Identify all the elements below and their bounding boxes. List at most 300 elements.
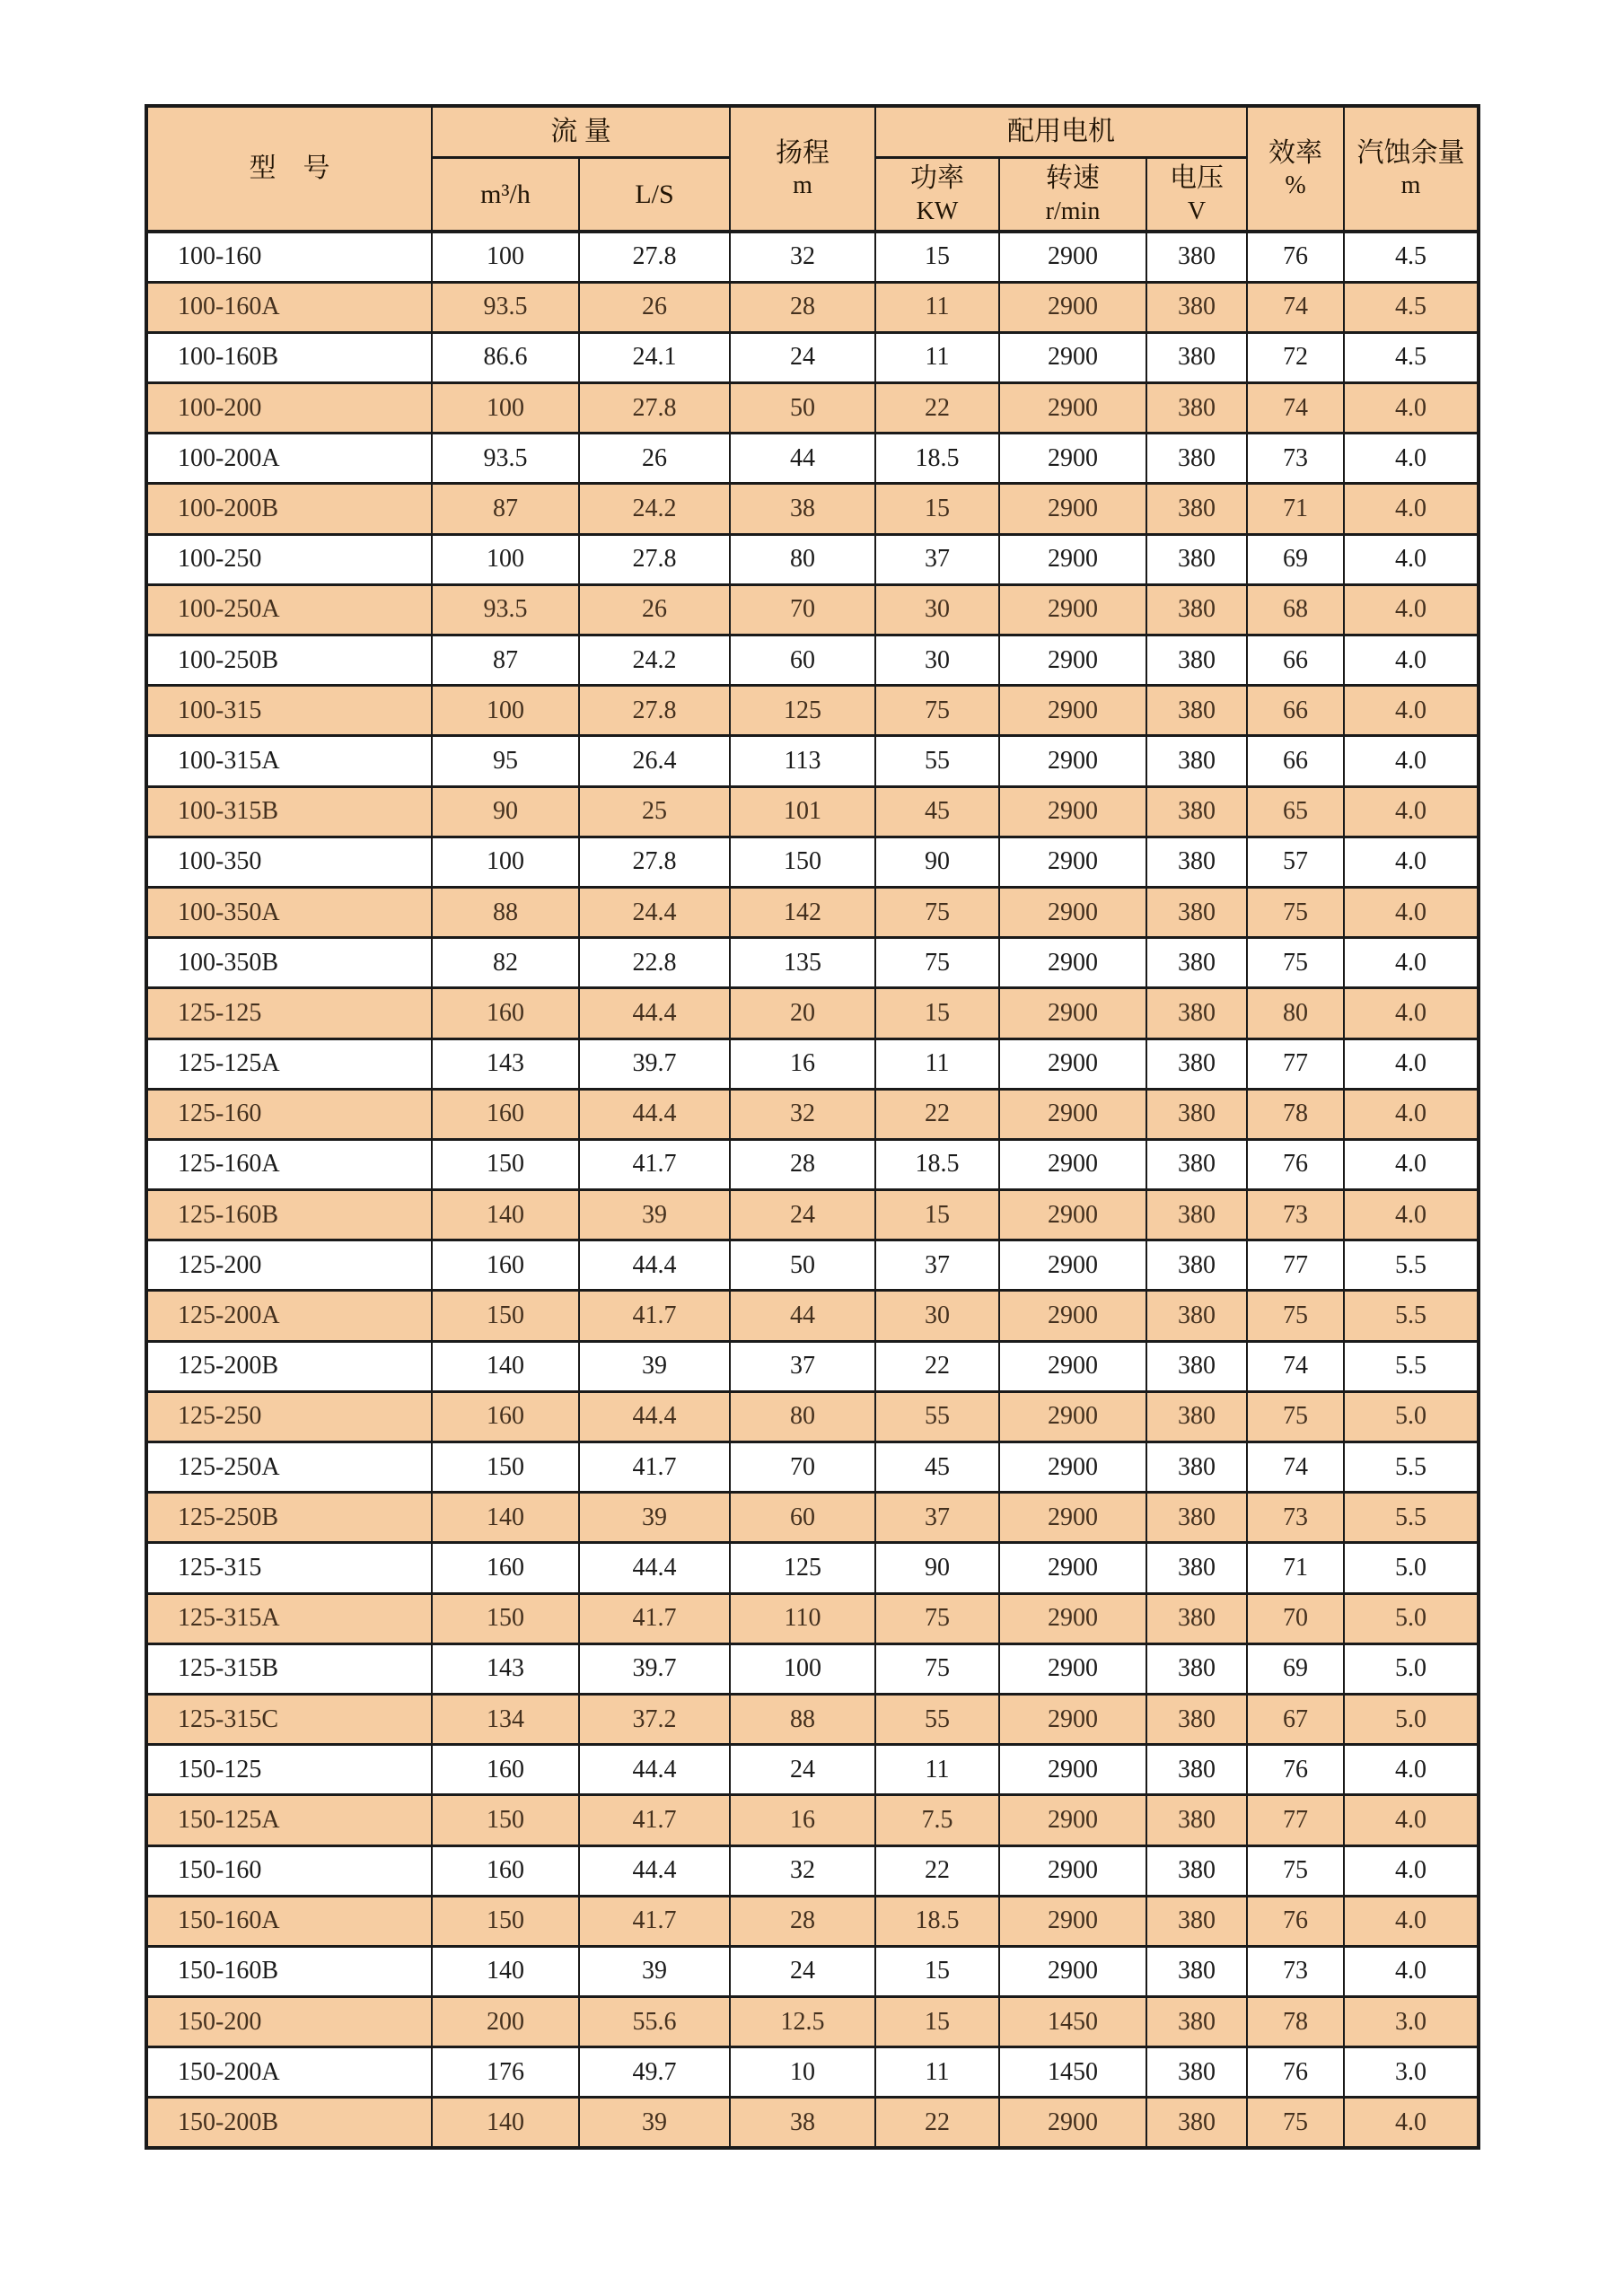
value-cell: 100 xyxy=(432,232,579,282)
value-cell: 44.4 xyxy=(579,1089,730,1139)
value-cell: 5.0 xyxy=(1344,1391,1479,1442)
value-cell: 87 xyxy=(432,484,579,534)
value-cell: 140 xyxy=(432,1493,579,1543)
value-cell: 380 xyxy=(1146,938,1247,988)
value-cell: 69 xyxy=(1247,1643,1344,1694)
table-row xyxy=(146,1997,1479,2047)
value-cell: 11 xyxy=(875,332,999,382)
value-cell: 2900 xyxy=(999,887,1146,937)
value-cell: 380 xyxy=(1146,1593,1247,1643)
value-cell: 2900 xyxy=(999,584,1146,635)
value-cell: 75 xyxy=(875,938,999,988)
table-row xyxy=(146,1845,1479,1896)
value-cell: 39.7 xyxy=(579,1038,730,1089)
table-row xyxy=(146,534,1479,584)
value-cell: 28 xyxy=(730,1896,875,1946)
col-header-npsh-unit: m xyxy=(1400,171,1421,200)
table-row xyxy=(146,887,1479,937)
model-cell: 125-250 xyxy=(146,1391,432,1442)
value-cell: 39 xyxy=(579,2098,730,2148)
table-row xyxy=(146,282,1479,332)
table-row xyxy=(146,584,1479,635)
value-cell: 135 xyxy=(730,938,875,988)
model-cell: 100-315 xyxy=(146,686,432,736)
model-cell: 125-160B xyxy=(146,1190,432,1240)
value-cell: 27.8 xyxy=(579,837,730,887)
value-cell: 67 xyxy=(1247,1694,1344,1744)
model-cell: 125-315C xyxy=(146,1694,432,1744)
value-cell: 100 xyxy=(432,686,579,736)
value-cell: 110 xyxy=(730,1593,875,1643)
value-cell: 150 xyxy=(432,1442,579,1493)
value-cell: 380 xyxy=(1146,1745,1247,1795)
value-cell: 143 xyxy=(432,1643,579,1694)
value-cell: 2900 xyxy=(999,484,1146,534)
model-cell: 125-125 xyxy=(146,988,432,1038)
value-cell: 95 xyxy=(432,736,579,786)
value-cell: 18.5 xyxy=(875,1139,999,1189)
value-cell: 22 xyxy=(875,383,999,434)
value-cell: 11 xyxy=(875,1745,999,1795)
value-cell: 41.7 xyxy=(579,1593,730,1643)
value-cell: 41.7 xyxy=(579,1291,730,1341)
value-cell: 2900 xyxy=(999,282,1146,332)
value-cell: 3.0 xyxy=(1344,1997,1479,2047)
table-row xyxy=(146,635,1479,686)
value-cell: 55.6 xyxy=(579,1997,730,2047)
col-header-efficiency-label: 效率 xyxy=(1268,137,1323,168)
value-cell: 4.0 xyxy=(1344,1946,1479,1996)
col-header-head xyxy=(730,106,875,232)
model-cell: 150-200B xyxy=(146,2098,432,2148)
value-cell: 140 xyxy=(432,1946,579,1996)
table-row xyxy=(146,1341,1479,1391)
col-header-speed xyxy=(999,157,1146,232)
col-header-flow-ls: L/S xyxy=(579,157,730,232)
value-cell: 125 xyxy=(730,1543,875,1593)
model-cell: 150-160 xyxy=(146,1845,432,1896)
table-row xyxy=(146,1391,1479,1442)
value-cell: 50 xyxy=(730,1240,875,1291)
value-cell: 22 xyxy=(875,1845,999,1896)
value-cell: 125 xyxy=(730,686,875,736)
table-row xyxy=(146,383,1479,434)
value-cell: 2900 xyxy=(999,2098,1146,2148)
value-cell: 2900 xyxy=(999,1643,1146,1694)
value-cell: 2900 xyxy=(999,786,1146,837)
value-cell: 7.5 xyxy=(875,1795,999,1845)
value-cell: 2900 xyxy=(999,383,1146,434)
value-cell: 5.5 xyxy=(1344,1442,1479,1493)
value-cell: 69 xyxy=(1247,534,1344,584)
value-cell: 66 xyxy=(1247,635,1344,686)
value-cell: 24 xyxy=(730,332,875,382)
value-cell: 44.4 xyxy=(579,1845,730,1896)
value-cell: 1450 xyxy=(999,1997,1146,2047)
value-cell: 57 xyxy=(1247,837,1344,887)
value-cell: 3.0 xyxy=(1344,2047,1479,2098)
value-cell: 70 xyxy=(1247,1593,1344,1643)
value-cell: 26 xyxy=(579,282,730,332)
table-row xyxy=(146,332,1479,382)
table-row xyxy=(146,1139,1479,1189)
col-header-npsh xyxy=(1344,106,1479,232)
value-cell: 22 xyxy=(875,2098,999,2148)
value-cell: 4.0 xyxy=(1344,2098,1479,2148)
table-row xyxy=(146,1643,1479,1694)
value-cell: 100 xyxy=(730,1643,875,1694)
col-header-model: 型 号 xyxy=(146,106,432,232)
value-cell: 27.8 xyxy=(579,383,730,434)
value-cell: 88 xyxy=(432,887,579,937)
value-cell: 74 xyxy=(1247,383,1344,434)
model-cell: 125-200B xyxy=(146,1341,432,1391)
value-cell: 30 xyxy=(875,584,999,635)
model-cell: 150-125 xyxy=(146,1745,432,1795)
value-cell: 4.0 xyxy=(1344,736,1479,786)
model-cell: 100-350B xyxy=(146,938,432,988)
value-cell: 380 xyxy=(1146,1694,1247,1744)
value-cell: 75 xyxy=(875,1593,999,1643)
value-cell: 10 xyxy=(730,2047,875,2098)
table-row xyxy=(146,1946,1479,1996)
value-cell: 37.2 xyxy=(579,1694,730,1744)
value-cell: 22 xyxy=(875,1089,999,1139)
model-cell: 125-160 xyxy=(146,1089,432,1139)
table-row xyxy=(146,1493,1479,1543)
value-cell: 66 xyxy=(1247,686,1344,736)
value-cell: 44.4 xyxy=(579,1240,730,1291)
model-cell: 150-160B xyxy=(146,1946,432,1996)
model-cell: 100-160 xyxy=(146,232,432,282)
value-cell: 32 xyxy=(730,1845,875,1896)
value-cell: 65 xyxy=(1247,786,1344,837)
value-cell: 68 xyxy=(1247,584,1344,635)
value-cell: 380 xyxy=(1146,1089,1247,1139)
value-cell: 2900 xyxy=(999,1795,1146,1845)
col-header-voltage xyxy=(1146,157,1247,232)
col-header-flow: 流 量 xyxy=(432,106,730,157)
value-cell: 26 xyxy=(579,434,730,484)
value-cell: 150 xyxy=(432,1593,579,1643)
value-cell: 30 xyxy=(875,635,999,686)
value-cell: 150 xyxy=(432,1795,579,1845)
value-cell: 37 xyxy=(875,534,999,584)
value-cell: 140 xyxy=(432,1190,579,1240)
value-cell: 380 xyxy=(1146,1391,1247,1442)
value-cell: 44.4 xyxy=(579,1745,730,1795)
col-header-power-unit: KW xyxy=(916,197,959,225)
value-cell: 45 xyxy=(875,786,999,837)
value-cell: 38 xyxy=(730,2098,875,2148)
model-cell: 100-200B xyxy=(146,484,432,534)
value-cell: 77 xyxy=(1247,1240,1344,1291)
value-cell: 4.0 xyxy=(1344,1190,1479,1240)
value-cell: 4.0 xyxy=(1344,383,1479,434)
value-cell: 5.5 xyxy=(1344,1291,1479,1341)
table-row xyxy=(146,1442,1479,1493)
value-cell: 2900 xyxy=(999,736,1146,786)
table-row xyxy=(146,1291,1479,1341)
value-cell: 2900 xyxy=(999,332,1146,382)
value-cell: 76 xyxy=(1247,2047,1344,2098)
value-cell: 37 xyxy=(730,1341,875,1391)
value-cell: 44.4 xyxy=(579,988,730,1038)
model-cell: 150-200 xyxy=(146,1997,432,2047)
value-cell: 32 xyxy=(730,1089,875,1139)
value-cell: 75 xyxy=(875,686,999,736)
table-row xyxy=(146,2098,1479,2148)
value-cell: 134 xyxy=(432,1694,579,1744)
value-cell: 87 xyxy=(432,635,579,686)
value-cell: 380 xyxy=(1146,1291,1247,1341)
value-cell: 41.7 xyxy=(579,1139,730,1189)
model-cell: 125-315 xyxy=(146,1543,432,1593)
value-cell: 24 xyxy=(730,1946,875,1996)
table-row xyxy=(146,736,1479,786)
value-cell: 380 xyxy=(1146,2047,1247,2098)
value-cell: 380 xyxy=(1146,837,1247,887)
value-cell: 2900 xyxy=(999,837,1146,887)
value-cell: 200 xyxy=(432,1997,579,2047)
value-cell: 2900 xyxy=(999,635,1146,686)
value-cell: 73 xyxy=(1247,434,1344,484)
value-cell: 2900 xyxy=(999,1391,1146,1442)
value-cell: 5.5 xyxy=(1344,1341,1479,1391)
value-cell: 2900 xyxy=(999,1089,1146,1139)
table-header xyxy=(146,106,1479,232)
value-cell: 55 xyxy=(875,736,999,786)
value-cell: 75 xyxy=(1247,1291,1344,1341)
value-cell: 160 xyxy=(432,1543,579,1593)
value-cell: 76 xyxy=(1247,1745,1344,1795)
value-cell: 2900 xyxy=(999,1442,1146,1493)
model-cell: 125-315A xyxy=(146,1593,432,1643)
value-cell: 32 xyxy=(730,232,875,282)
value-cell: 55 xyxy=(875,1391,999,1442)
col-header-voltage-unit: V xyxy=(1187,197,1207,225)
value-cell: 73 xyxy=(1247,1946,1344,1996)
col-header-voltage-label: 电压 xyxy=(1170,163,1225,193)
value-cell: 2900 xyxy=(999,434,1146,484)
value-cell: 176 xyxy=(432,2047,579,2098)
value-cell: 75 xyxy=(1247,2098,1344,2148)
model-cell: 100-350 xyxy=(146,837,432,887)
value-cell: 76 xyxy=(1247,1139,1344,1189)
value-cell: 22 xyxy=(875,1341,999,1391)
model-cell: 100-315A xyxy=(146,736,432,786)
value-cell: 25 xyxy=(579,786,730,837)
col-header-head-label: 扬程 xyxy=(776,137,830,168)
table-row xyxy=(146,1896,1479,1946)
value-cell: 380 xyxy=(1146,635,1247,686)
value-cell: 150 xyxy=(432,1139,579,1189)
value-cell: 4.5 xyxy=(1344,332,1479,382)
value-cell: 15 xyxy=(875,1946,999,1996)
value-cell: 71 xyxy=(1247,484,1344,534)
value-cell: 74 xyxy=(1247,282,1344,332)
value-cell: 150 xyxy=(432,1291,579,1341)
table-row xyxy=(146,837,1479,887)
value-cell: 16 xyxy=(730,1795,875,1845)
value-cell: 60 xyxy=(730,635,875,686)
value-cell: 37 xyxy=(875,1493,999,1543)
value-cell: 4.0 xyxy=(1344,1038,1479,1089)
value-cell: 22.8 xyxy=(579,938,730,988)
value-cell: 41.7 xyxy=(579,1896,730,1946)
value-cell: 100 xyxy=(432,383,579,434)
value-cell: 150 xyxy=(730,837,875,887)
value-cell: 20 xyxy=(730,988,875,1038)
col-header-efficiency xyxy=(1247,106,1344,232)
value-cell: 2900 xyxy=(999,1341,1146,1391)
value-cell: 2900 xyxy=(999,1745,1146,1795)
value-cell: 2900 xyxy=(999,1896,1146,1946)
value-cell: 4.0 xyxy=(1344,1845,1479,1896)
value-cell: 380 xyxy=(1146,1795,1247,1845)
value-cell: 380 xyxy=(1146,1038,1247,1089)
value-cell: 15 xyxy=(875,988,999,1038)
value-cell: 2900 xyxy=(999,1593,1146,1643)
value-cell: 78 xyxy=(1247,1089,1344,1139)
col-header-head-unit: m xyxy=(793,171,812,200)
model-cell: 150-200A xyxy=(146,2047,432,2098)
value-cell: 15 xyxy=(875,232,999,282)
value-cell: 77 xyxy=(1247,1795,1344,1845)
model-cell: 150-160A xyxy=(146,1896,432,1946)
model-cell: 125-315B xyxy=(146,1643,432,1694)
value-cell: 380 xyxy=(1146,534,1247,584)
value-cell: 24.1 xyxy=(579,332,730,382)
table-row xyxy=(146,1543,1479,1593)
value-cell: 80 xyxy=(1247,988,1344,1038)
value-cell: 380 xyxy=(1146,1442,1247,1493)
value-cell: 380 xyxy=(1146,584,1247,635)
model-cell: 100-200A xyxy=(146,434,432,484)
value-cell: 150 xyxy=(432,1896,579,1946)
value-cell: 80 xyxy=(730,1391,875,1442)
table-row xyxy=(146,1190,1479,1240)
value-cell: 143 xyxy=(432,1038,579,1089)
value-cell: 4.0 xyxy=(1344,988,1479,1038)
value-cell: 2900 xyxy=(999,1543,1146,1593)
table-row xyxy=(146,938,1479,988)
value-cell: 4.0 xyxy=(1344,1139,1479,1189)
model-cell: 100-250B xyxy=(146,635,432,686)
value-cell: 380 xyxy=(1146,332,1247,382)
table-row xyxy=(146,1240,1479,1291)
table-row xyxy=(146,2047,1479,2098)
header-row-top xyxy=(146,106,1479,157)
value-cell: 100 xyxy=(432,534,579,584)
value-cell: 38 xyxy=(730,484,875,534)
table-row xyxy=(146,786,1479,837)
value-cell: 4.0 xyxy=(1344,635,1479,686)
value-cell: 44.4 xyxy=(579,1391,730,1442)
value-cell: 27.8 xyxy=(579,232,730,282)
model-cell: 125-200A xyxy=(146,1291,432,1341)
value-cell: 15 xyxy=(875,1190,999,1240)
value-cell: 2900 xyxy=(999,1845,1146,1896)
value-cell: 380 xyxy=(1146,434,1247,484)
table-row xyxy=(146,1745,1479,1795)
value-cell: 380 xyxy=(1146,1139,1247,1189)
value-cell: 41.7 xyxy=(579,1442,730,1493)
value-cell: 160 xyxy=(432,1391,579,1442)
value-cell: 380 xyxy=(1146,1543,1247,1593)
value-cell: 5.0 xyxy=(1344,1593,1479,1643)
value-cell: 2900 xyxy=(999,1038,1146,1089)
value-cell: 4.5 xyxy=(1344,282,1479,332)
value-cell: 30 xyxy=(875,1291,999,1341)
table-row xyxy=(146,988,1479,1038)
value-cell: 39.7 xyxy=(579,1643,730,1694)
model-cell: 100-160B xyxy=(146,332,432,382)
value-cell: 39 xyxy=(579,1341,730,1391)
value-cell: 5.0 xyxy=(1344,1643,1479,1694)
value-cell: 75 xyxy=(1247,1391,1344,1442)
table-row xyxy=(146,484,1479,534)
value-cell: 380 xyxy=(1146,1341,1247,1391)
value-cell: 77 xyxy=(1247,1038,1344,1089)
value-cell: 26 xyxy=(579,584,730,635)
model-cell: 100-160A xyxy=(146,282,432,332)
value-cell: 100 xyxy=(432,837,579,887)
value-cell: 76 xyxy=(1247,1896,1344,1946)
value-cell: 39 xyxy=(579,1946,730,1996)
value-cell: 4.0 xyxy=(1344,887,1479,937)
value-cell: 4.0 xyxy=(1344,1795,1479,1845)
value-cell: 49.7 xyxy=(579,2047,730,2098)
table-row xyxy=(146,1694,1479,1744)
col-header-motor: 配用电机 xyxy=(875,106,1247,157)
value-cell: 24 xyxy=(730,1745,875,1795)
value-cell: 18.5 xyxy=(875,434,999,484)
value-cell: 90 xyxy=(875,1543,999,1593)
value-cell: 4.5 xyxy=(1344,232,1479,282)
value-cell: 18.5 xyxy=(875,1896,999,1946)
value-cell: 72 xyxy=(1247,332,1344,382)
value-cell: 2900 xyxy=(999,1190,1146,1240)
value-cell: 380 xyxy=(1146,1997,1247,2047)
value-cell: 380 xyxy=(1146,1896,1247,1946)
pump-spec-table xyxy=(145,104,1480,2150)
value-cell: 28 xyxy=(730,282,875,332)
table-row xyxy=(146,1038,1479,1089)
value-cell: 2900 xyxy=(999,1240,1146,1291)
value-cell: 380 xyxy=(1146,484,1247,534)
value-cell: 12.5 xyxy=(730,1997,875,2047)
value-cell: 113 xyxy=(730,736,875,786)
model-cell: 125-160A xyxy=(146,1139,432,1189)
value-cell: 24.2 xyxy=(579,635,730,686)
value-cell: 101 xyxy=(730,786,875,837)
value-cell: 70 xyxy=(730,1442,875,1493)
value-cell: 15 xyxy=(875,484,999,534)
value-cell: 380 xyxy=(1146,1845,1247,1896)
value-cell: 2900 xyxy=(999,1139,1146,1189)
model-cell: 100-315B xyxy=(146,786,432,837)
value-cell: 380 xyxy=(1146,1493,1247,1543)
value-cell: 75 xyxy=(1247,1845,1344,1896)
value-cell: 380 xyxy=(1146,887,1247,937)
value-cell: 380 xyxy=(1146,1190,1247,1240)
value-cell: 5.5 xyxy=(1344,1240,1479,1291)
value-cell: 66 xyxy=(1247,736,1344,786)
table-row xyxy=(146,1089,1479,1139)
value-cell: 2900 xyxy=(999,938,1146,988)
value-cell: 90 xyxy=(875,837,999,887)
